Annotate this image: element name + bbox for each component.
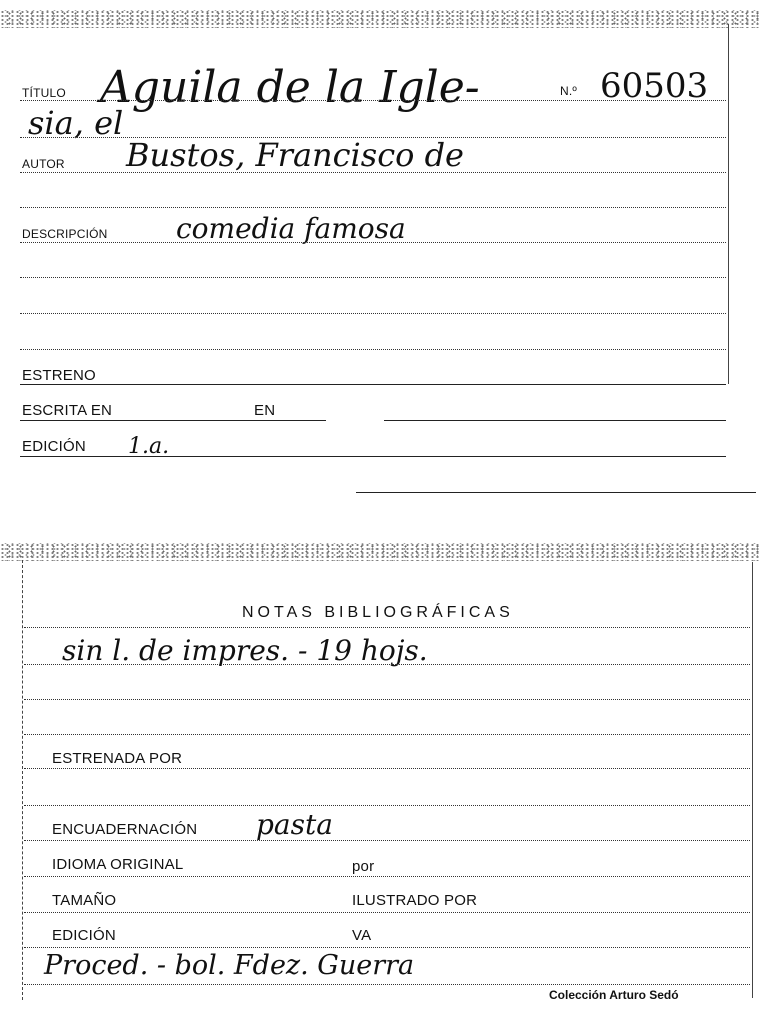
por-label: por bbox=[352, 858, 375, 875]
estrenada-rule bbox=[24, 768, 750, 769]
card-edge-speckle-top bbox=[0, 10, 759, 28]
encuadernacion-label: ENCUADERNACIÓN bbox=[52, 821, 198, 838]
blank-rule-2 bbox=[20, 277, 726, 278]
titulo-rule bbox=[20, 100, 726, 101]
estreno-label: ESTRENO bbox=[22, 367, 96, 384]
autor-label: AUTOR bbox=[22, 157, 65, 171]
notas-rule bbox=[24, 664, 750, 665]
estreno-rule bbox=[20, 384, 726, 385]
va-label: VA bbox=[352, 927, 372, 944]
blank-rule-4 bbox=[20, 349, 726, 350]
encuadernacion-rule bbox=[24, 840, 750, 841]
titulo-value-cont: sia, el bbox=[28, 104, 124, 142]
en-label: EN bbox=[254, 402, 276, 419]
card-right-border-bottom bbox=[752, 562, 753, 998]
notas-heading: NOTAS BIBLIOGRÁFICAS bbox=[242, 604, 514, 621]
blank-rule-7 bbox=[24, 805, 750, 806]
encuadernacion-value: pasta bbox=[256, 808, 333, 841]
card-bottom-edge bbox=[356, 492, 756, 493]
autor-rule bbox=[20, 172, 726, 173]
descripcion-label: DESCRIPCIÓN bbox=[22, 227, 108, 241]
proced-rule bbox=[24, 984, 750, 985]
card-left-border bbox=[22, 560, 23, 1000]
edicion-bottom-label: EDICIÓN bbox=[52, 927, 116, 944]
card-edge-speckle-bottom bbox=[0, 543, 759, 561]
card-right-border bbox=[728, 24, 729, 384]
descripcion-value: comedia famosa bbox=[176, 212, 406, 245]
numero-value: 60503 bbox=[600, 66, 709, 106]
edicion-value: 1.a. bbox=[128, 434, 170, 459]
blank-rule-5 bbox=[24, 699, 750, 700]
blank-rule-3 bbox=[20, 313, 726, 314]
descripcion-rule bbox=[20, 242, 726, 243]
idioma-rule bbox=[24, 876, 750, 877]
blank-rule-6 bbox=[24, 734, 750, 735]
escrita-en-label: ESCRITA EN bbox=[22, 402, 113, 419]
proced-value: Proced. - bol. Fdez. Guerra bbox=[44, 950, 415, 981]
autor-value: Bustos, Francisco de bbox=[126, 136, 464, 174]
escrita-en-rule bbox=[20, 420, 326, 421]
titulo-label: TÍTULO bbox=[22, 86, 66, 100]
collection-stamp: Colección Arturo Sedó bbox=[549, 988, 679, 1002]
blank-rule-1 bbox=[20, 207, 726, 208]
ilustrado-label: ILUSTRADO POR bbox=[352, 892, 478, 909]
estrenada-por-label: ESTRENADA POR bbox=[52, 750, 183, 767]
edicion-rule bbox=[20, 456, 726, 457]
numero-label: N.º bbox=[560, 84, 577, 98]
titulo-value: Aguila de la Igle- bbox=[100, 62, 480, 113]
edicion-bottom-rule bbox=[24, 947, 750, 948]
heading-rule bbox=[24, 627, 750, 628]
edicion-label: EDICIÓN bbox=[22, 438, 86, 455]
idioma-label: IDIOMA ORIGINAL bbox=[52, 856, 184, 873]
tamano-rule bbox=[24, 912, 750, 913]
escrita-en-rule-2 bbox=[384, 420, 726, 421]
tamano-label: TAMAÑO bbox=[52, 892, 117, 909]
notas-value: sin l. de impres. - 19 hojs. bbox=[62, 634, 428, 667]
